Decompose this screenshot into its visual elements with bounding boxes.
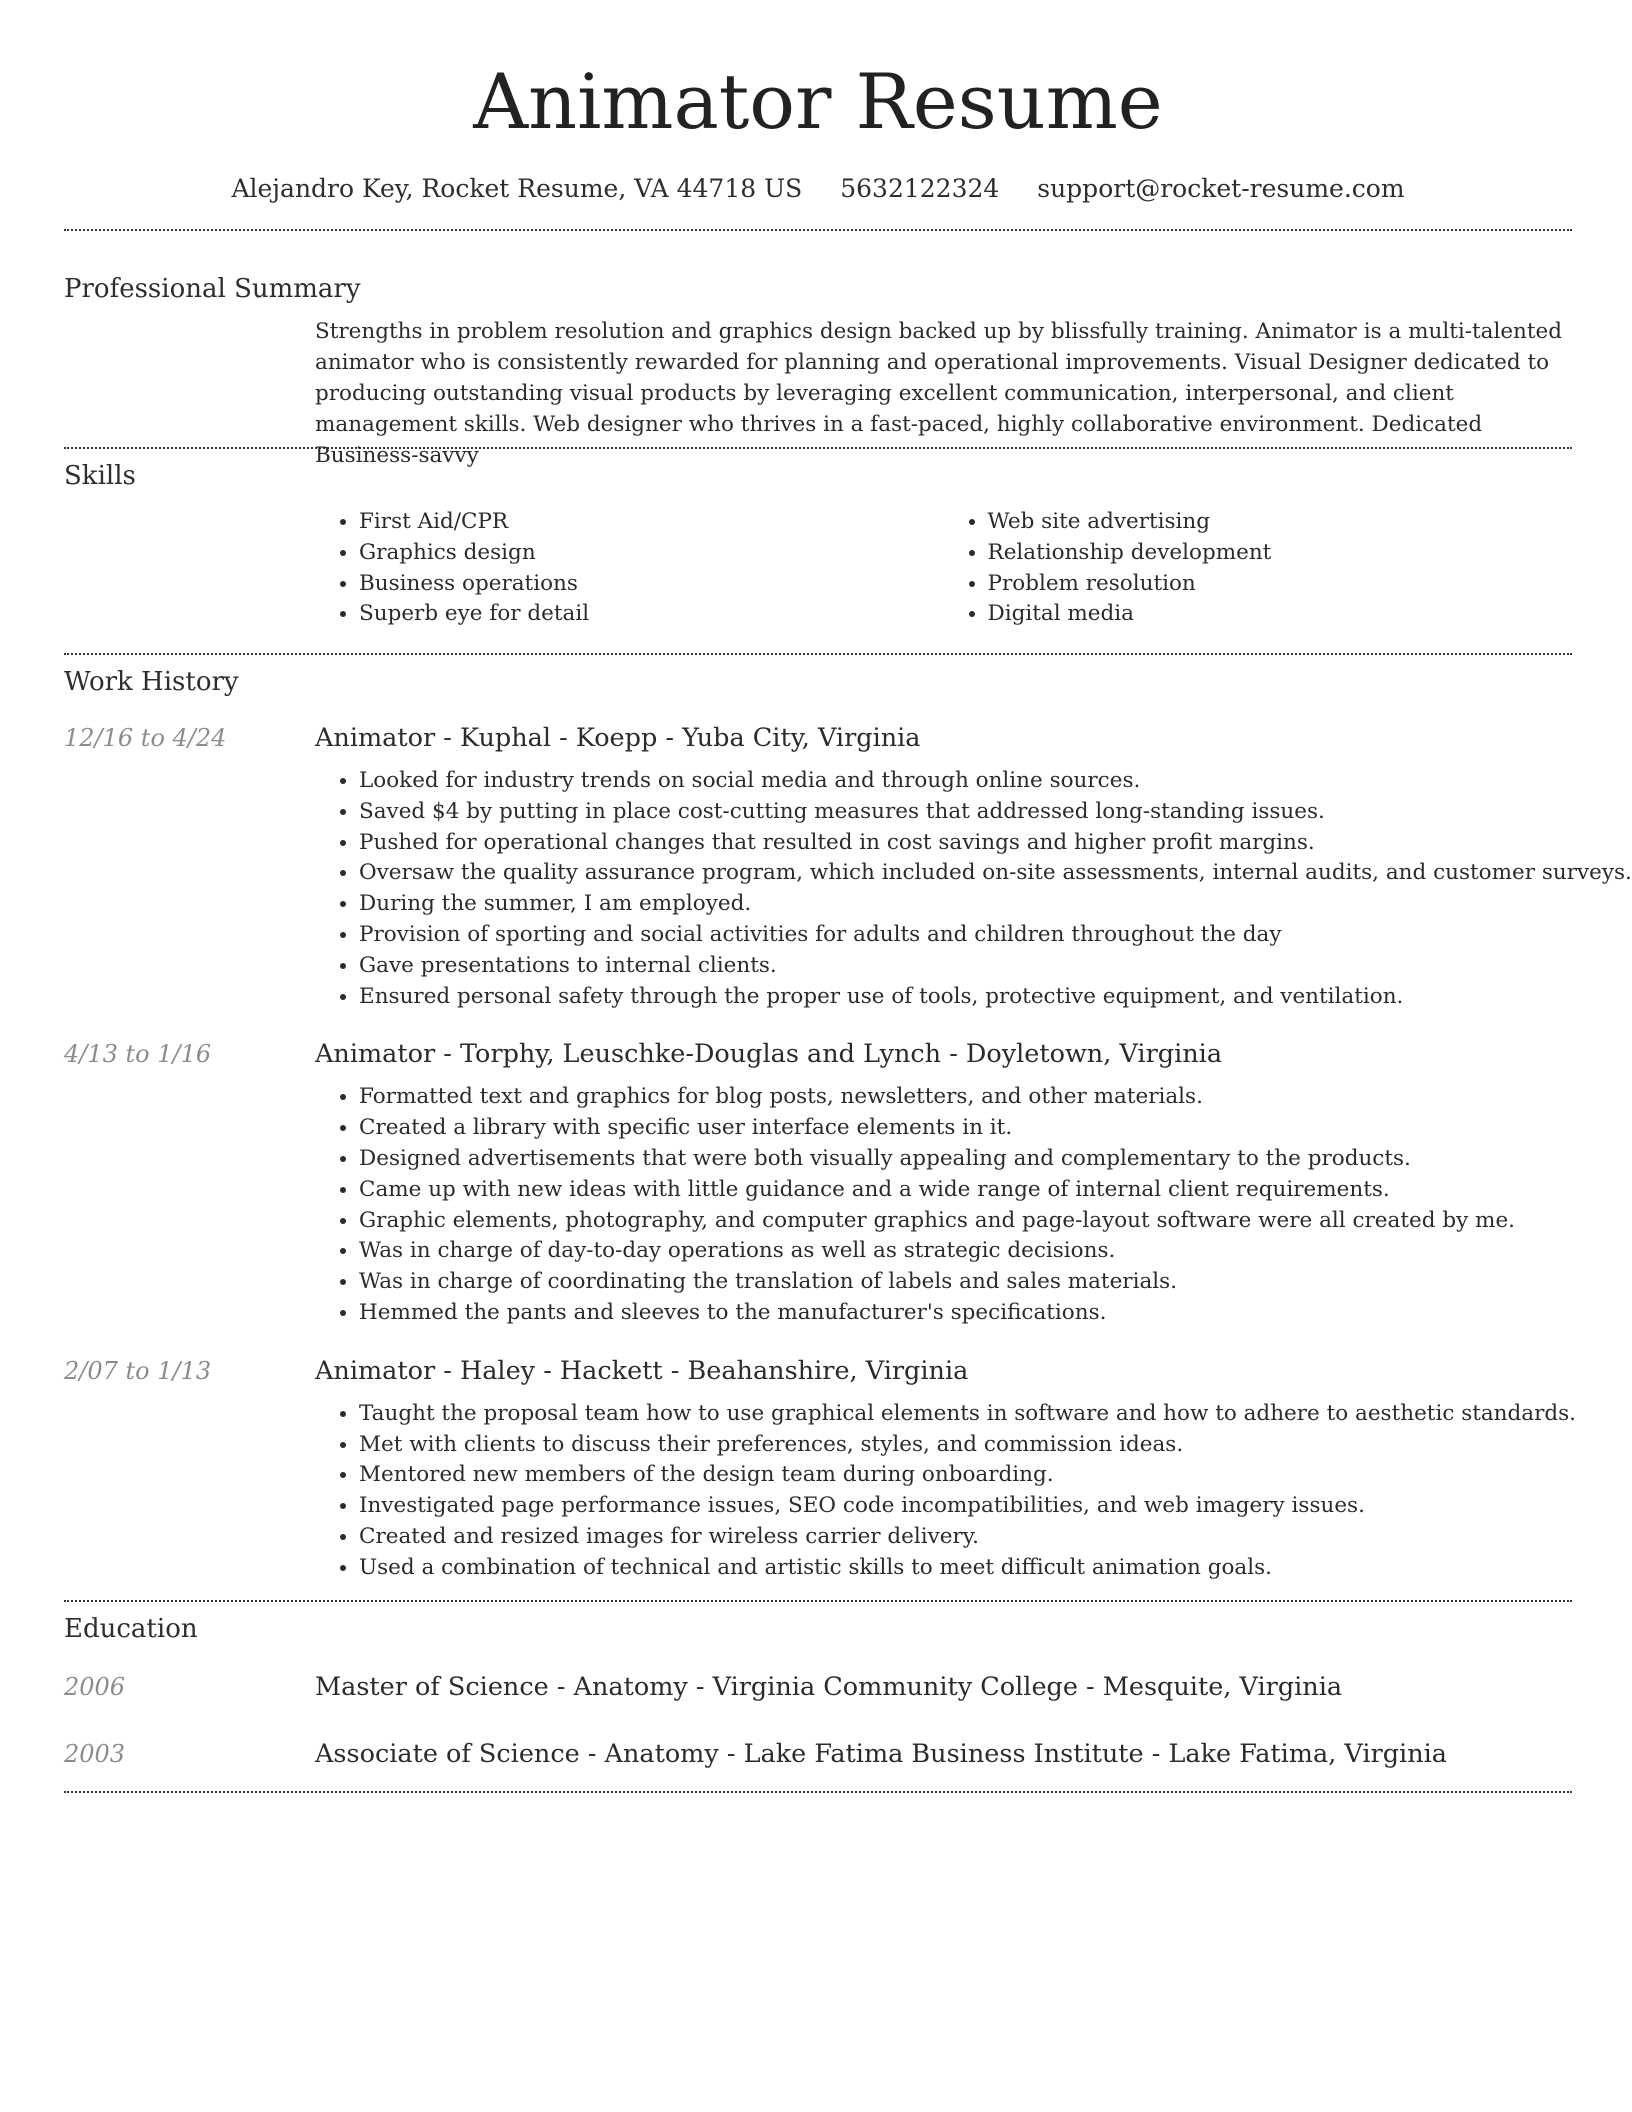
job-entry [64,1352,1577,1584]
education-title: Associate of Science - Anatomy - Lake Fatima Business Institute - Lake Fatima, Virginia [315,1738,1447,1769]
job-bullet: • Saved $4 by putting in place cost-cutting measures that addressed long-standing issues. [359,797,1572,828]
job-bullet: • Created a library with specific user interface elements in it. [359,1113,1572,1144]
skill-item: • Digital media [988,599,1573,630]
job-title: Animator - Haley - Hackett - Beahanshire, Virginia [315,1355,969,1386]
job-bullet: • Taught the proposal team how to use graphical elements in software and how to adhere to aesthetic standards. [359,1399,1572,1430]
job-bullet: • Oversaw the quality assurance program, which included on-site assessments, internal audits, and customer surveys. [359,858,1572,889]
education-entry [64,1735,1572,1773]
skills-list-right [944,507,1573,631]
job-bullet: • Investigated page performance issues, SEO code incompatibilities, and web imagery issues. [359,1491,1572,1522]
divider [64,1791,1572,1793]
divider [64,229,1572,231]
work-section [64,664,1632,1584]
skill-item: • Business operations [359,569,944,600]
job-header [64,719,1572,757]
resume-page [64,0,1632,1793]
contact-email: support@rocket-resume.com [1037,174,1405,203]
summary-heading: Professional Summary [64,274,361,304]
job-bullet: • Met with clients to discuss their preferences, styles, and commission ideas. [359,1430,1572,1461]
skills-list-left [315,507,944,631]
job-bullet: • Mentored new members of the design team during onboarding. [359,1460,1572,1491]
job-bullets [315,1082,1572,1328]
job-bullet: • Was in charge of day-to-day operations as well as strategic decisions. [359,1236,1572,1267]
page-title: Animator Resume [473,57,1163,146]
job-bullet: • Hemmed the pants and sleeves to the manufacturer's specifications. [359,1298,1572,1329]
education-year: 2003 [64,1739,126,1768]
education-entry [64,1668,1572,1706]
job-bullet: • Created and resized images for wireless carrier delivery. [359,1522,1572,1553]
skill-item: • Web site advertising [988,507,1573,538]
education-title: Master of Science - Anatomy - Virginia Community College - Mesquite, Virginia [315,1671,1343,1702]
summary-text: Strengths in problem resolution and graphics design backed up by blissfully training. Animator is a multi-talented animator who is consistently rewarded for planning and operational improvements. Visual Designer dedicated to producing outstanding visual products by leveraging excellent communication, interpersonal, and client management skills. Web designer who thrives in a fast-paced, highly collaborative environment. Dedicated Business-savvy [315,319,1563,468]
skill-item: • Graphics design [359,538,944,569]
skill-item: • Superb eye for detail [359,599,944,630]
job-title: Animator - Torphy, Leuschke-Douglas and Lynch - Doyletown, Virginia [315,1039,1223,1070]
education-year: 2006 [64,1672,126,1701]
skill-item: • First Aid/CPR [359,507,944,538]
skills-grid [315,507,1572,631]
job-bullets [315,1399,1577,1584]
education-section [64,1611,1572,1773]
skill-item: • Relationship development [988,538,1573,569]
skills-heading: Skills [64,461,136,491]
job-dates: 4/13 to 1/16 [64,1040,212,1069]
job-bullet: • Provision of sporting and social activities for adults and children throughout the day [359,920,1572,951]
job-bullet: • During the summer, I am employed. [359,889,1572,920]
job-title: Animator - Kuphal - Koepp - Yuba City, Virginia [315,723,921,753]
job-bullet: • Designed advertisements that were both visually appealing and complementary to the products. [359,1144,1572,1175]
work-heading: Work History [64,667,239,697]
job-bullet: • Was in charge of coordinating the translation of labels and sales materials. [359,1267,1572,1298]
contact-phone: 5632122324 [840,174,1000,203]
job-header [64,1352,1572,1390]
contact-address: Alejandro Key, Rocket Resume, VA 44718 US [231,174,803,203]
job-bullet: • Looked for industry trends on social media and through online sources. [359,766,1572,797]
job-bullet: • Used a combination of technical and artistic skills to meet difficult animation goals. [359,1553,1572,1584]
job-dates: 12/16 to 4/24 [64,724,227,752]
divider [64,1600,1572,1602]
job-bullet: • Ensured personal safety through the proper use of tools, protective equipment, and ventilation. [359,982,1572,1013]
contact-line [64,171,1572,207]
education-heading: Education [64,1613,198,1644]
skill-item: • Problem resolution [988,569,1573,600]
job-bullet: • Formatted text and graphics for blog posts, newsletters, and other materials. [359,1082,1572,1113]
job-header [64,1035,1572,1073]
job-bullet: • Came up with new ideas with little guidance and a wide range of internal client requirements. [359,1175,1572,1206]
divider [64,447,1572,449]
job-bullet: • Gave presentations to internal clients. [359,951,1572,982]
job-bullet: • Pushed for operational changes that resulted in cost savings and higher profit margins. [359,828,1572,859]
divider [64,653,1572,655]
job-entry [64,1035,1572,1328]
skills-section [64,458,1572,631]
job-bullets [315,766,1632,1012]
summary-section [64,271,1572,468]
job-entry [64,719,1632,1012]
job-bullet: • Graphic elements, photography, and computer graphics and page-layout software were all created by me. [359,1206,1572,1237]
job-dates: 2/07 to 1/13 [64,1356,212,1385]
